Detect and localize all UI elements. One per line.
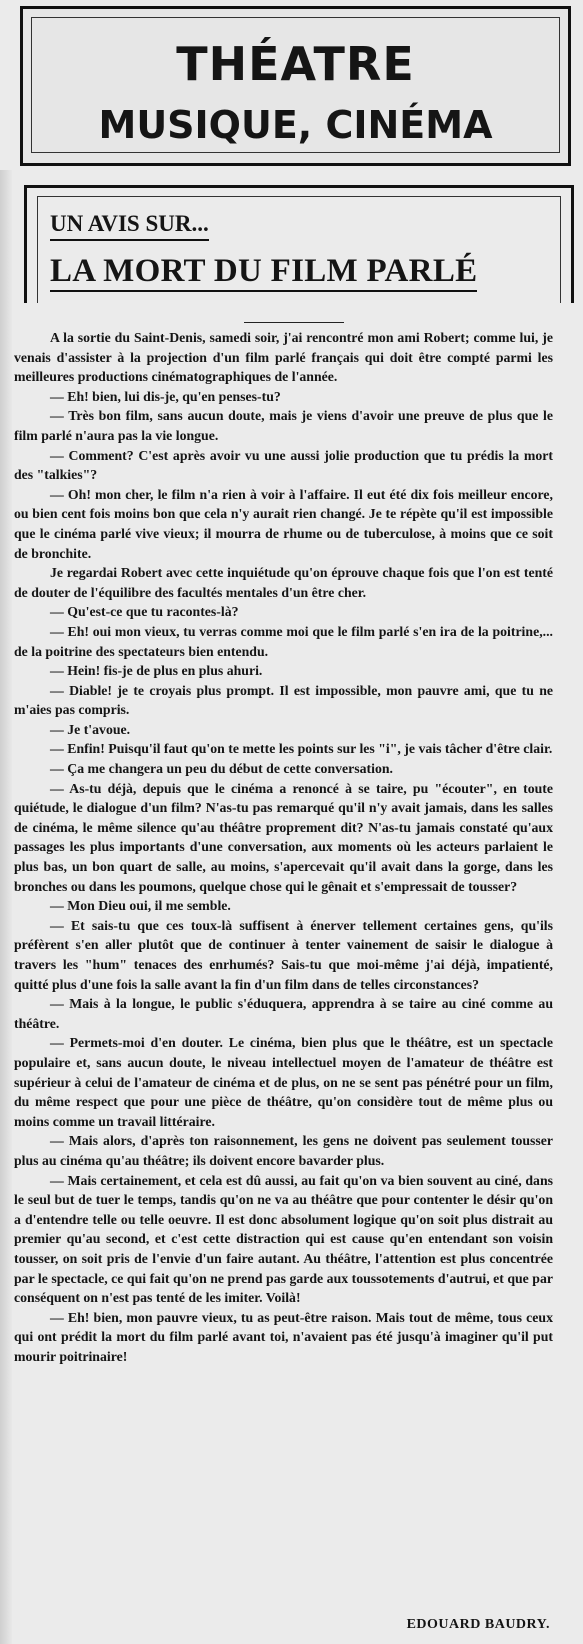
article-paragraph: — Très bon film, sans aucun doute, mais je viens d'avoir une preuve de plus que le film parlé n'aura pas la vie longue. <box>14 408 553 443</box>
masthead-inner-frame <box>31 17 560 153</box>
article-paragraph: — Mais à la longue, le public s'éduquera, apprendra à se taire au ciné comme au théâtre. <box>14 996 553 1031</box>
article-title-box <box>24 185 574 303</box>
article-paragraph: — Comment? C'est après avoir vu une aussi jolie production que tu prédis la mort des "talkies"? <box>14 447 553 483</box>
article-paragraph: — Je t'avoue. <box>50 721 131 737</box>
article-paragraph: — Mon Dieu oui, il me semble. <box>50 898 231 914</box>
title-inner-frame <box>37 196 561 303</box>
article-paragraph: — Mais certainement, et cela est dû aussi, au fait qu'on va bien souvent au ciné, dans le seul but de tuer le temps, tandis qu'on ne va au théâtre que pour contenter le désir qu'on a d'entendre telle ou telle oeuvre. Il est donc absolument logique qu'on soit plus distrait au premier qu'au second, et c'est cette distraction qui est cause qu'en entendant son voisin tousser, on soit pris de l'envie d'un faire autant. Au théâtre, l'attention est plus concentrée par le spectacle, ce qui fait qu'on ne prend pas garde aux toussotements d'autrui, et que par conséquent on n'est pas tenté de les imiter. Voilà! <box>14 1172 553 1306</box>
section-masthead <box>20 6 571 166</box>
article-kicker: UN AVIS SUR... <box>50 211 209 241</box>
article-paragraph: — Et sais-tu que ces toux-là suffisent à énerver tellement certaines gens, qu'ils préfèrent s'en aller plutôt que de continuer à tenter vainement de saisir le dialogue à travers les "hum" tenaces des enrhumés? Sais-tu que moi-même j'ai déjà, impatienté, quitté plus d'une fois la salle avant la fin d'un film dans de telles circonstances? <box>14 917 553 992</box>
article-paragraph: — Eh! bien, mon pauvre vieux, tu as peut-être raison. Mais tout de même, tous ceux qui ont prédit la mort du film parlé avant toi, n'avaient pas été jusqu'à imaginer qu'il put mourir poitrinaire! <box>14 1309 553 1364</box>
article-paragraph: Je regardai Robert avec cette inquiétude qu'on éprouve chaque fois que l'on est tenté de douter de l'équilibre des facultés mentales d'un être cher. <box>14 565 553 600</box>
article-paragraph: — As-tu déjà, depuis que le cinéma a renoncé à se taire, pu "écouter", en toute quiétude, le dialogue d'un film? N'as-tu pas remarqué qu'il n'y avait jamais, dans les salles de cinéma, le même silence qu'au théâtre proprement dit? N'as-tu jamais constaté qu'aux passages les plus importants d'une conversation, aux moments où les acteurs parlaient le plus bas, un bon quart de salle, au moins, s'apercevait qu'il avait dans la gorge, dans les bronches ou dans les poumons, quelque chose qui le gênait et s'empressait de tousser? <box>14 780 553 894</box>
article-body <box>14 328 553 1608</box>
article-paragraph: — Hein! fis-je de plus en plus ahuri. <box>50 663 263 679</box>
article-paragraph: — Diable! je te croyais plus prompt. Il est impossible, mon pauvre ami, que tu ne m'aies pas compris. <box>14 682 553 718</box>
masthead-line-2: MUSIQUE, CINÉMA <box>98 103 493 147</box>
article-paragraph: — Oh! mon cher, le film n'a rien à voir à l'affaire. Il eut été dix fois meilleur encore, ou bien cent fois moins bon que cela n'y aurait rien changé. Je te répète qu'il est impossible que le cinéma parlé vive vieux; il mourra de rhume ou de tuberculose, à moins que ce soit de bronchite. <box>14 486 553 561</box>
masthead-line-1: THÉATRE <box>176 37 415 91</box>
article-paragraph: — Qu'est-ce que tu racontes-là? <box>50 604 239 620</box>
article-paragraph: — Enfin! Puisqu'il faut qu'on te mette les points sur les "i", je vais tâcher d'être clair. <box>50 741 553 757</box>
article-paragraph: — Eh! oui mon vieux, tu verras comme moi que le film parlé s'en ira de la poitrine,... de la poitrine des spectateurs bien entendu. <box>14 623 553 659</box>
article-paragraph: A la sortie du Saint-Denis, samedi soir, j'ai rencontré mon ami Robert; comme lui, je venais d'assister à la projection d'un film parlé français qui doit être compté parmi les meilleures productions cinématographiques de l'année. <box>14 330 553 385</box>
separator-rule <box>244 322 344 323</box>
article-paragraph: — Eh! bien, lui dis-je, qu'en penses-tu? <box>50 388 281 404</box>
author-signature: EDOUARD BAUDRY. <box>406 1617 550 1632</box>
page-edge-shadow <box>0 170 12 1644</box>
article-paragraph: — Mais alors, d'après ton raisonnement, les gens ne doivent pas seulement tousser plus au cinéma qu'au théâtre; ils doivent encore bavarder plus. <box>14 1133 553 1168</box>
article-headline: LA MORT DU FILM PARLÉ <box>50 253 477 292</box>
article-paragraph: — Permets-moi d'en douter. Le cinéma, bien plus que le théâtre, est un spectacle populaire et, sans aucun doute, le niveau intellectuel moyen de l'amateur de théâtre est supérieur à celui de l'amateur de cinéma et de plus, on ne se sent pas pénétré pour un film, du même respect que pour une pièce de théâtre, qu'on considère tout de même plus ou moins comme un travail littéraire. <box>14 1035 553 1129</box>
article-paragraph: — Ça me changera un peu du début de cette conversation. <box>50 761 393 777</box>
